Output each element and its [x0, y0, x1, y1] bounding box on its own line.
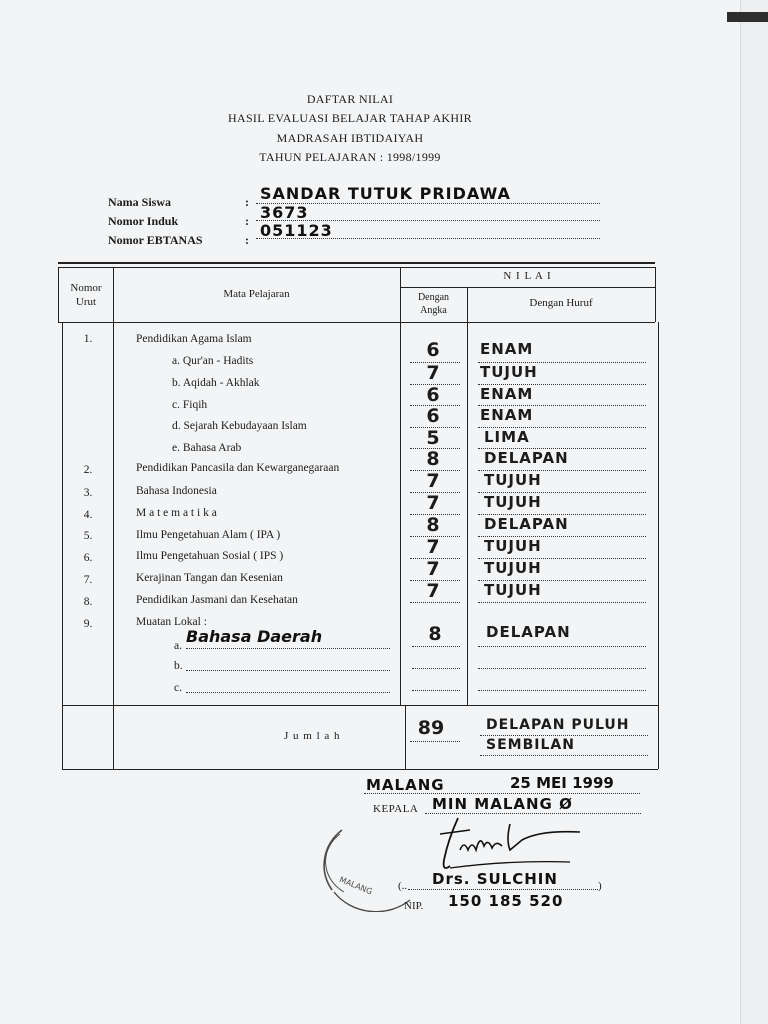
- row-number: 9.: [83, 618, 93, 630]
- total-number: 89: [417, 717, 445, 739]
- name-colon: :: [245, 195, 249, 209]
- grade-words: ENAM: [480, 406, 534, 424]
- grade-number: 6: [426, 405, 440, 427]
- kepala-label: KEPALA: [373, 803, 419, 815]
- grade-words: ENAM: [480, 340, 534, 358]
- ebtanas-colon: :: [245, 233, 249, 247]
- grade-number: 8: [426, 448, 440, 470]
- stamp-text: MALANG: [338, 875, 374, 897]
- grade-number: 7: [426, 580, 440, 602]
- grade-words: ENAM: [480, 385, 534, 403]
- row-number: 2.: [83, 464, 93, 476]
- grade-number: 7: [426, 470, 440, 492]
- grade-words: DELAPAN: [484, 449, 569, 467]
- col-mapel: Mata Pelajaran: [223, 288, 290, 300]
- subject-label: Pendidikan Pancasila dan Kewarganegaraan: [136, 462, 340, 474]
- name-value: SANDAR TUTUK PRIDAWA: [260, 184, 511, 203]
- subject-label: c. Fiqih: [172, 399, 208, 411]
- row-number: 3.: [83, 487, 93, 499]
- grade-words: LIMA: [484, 428, 530, 446]
- grade-words: DELAPAN: [484, 515, 569, 533]
- subject-label: d. Sejarah Kebudayaan Islam: [172, 420, 307, 432]
- lokal-b-prefix: b.: [174, 660, 183, 672]
- sign-date: 25 MEI 1999: [510, 774, 614, 792]
- name-label: Nama Siswa: [108, 195, 172, 209]
- subject-label: Ilmu Pengetahuan Alam ( IPA ): [136, 529, 281, 541]
- col-nomor: Nomor: [70, 282, 102, 294]
- ebtanas-value: 051123: [260, 221, 333, 240]
- sign-place: MALANG: [366, 776, 445, 794]
- ebtanas-label: Nomor EBTANAS: [108, 233, 203, 247]
- subject-label: Kerajinan Tangan dan Kesenian: [136, 572, 283, 584]
- subject-label: M a t e m a t i k a: [136, 507, 217, 519]
- official-stamp: [314, 812, 426, 912]
- total-words-line1: DELAPAN PULUH: [486, 717, 630, 733]
- doc-subtitle: HASIL EVALUASI BELAJAR TAHAP AKHIR: [228, 111, 472, 125]
- subject-label: Pendidikan Agama Islam: [136, 333, 252, 345]
- grade-number: 7: [426, 536, 440, 558]
- row-number: 7.: [83, 574, 93, 586]
- lokal-c-prefix: c.: [174, 682, 182, 694]
- induk-value: 3673: [260, 203, 309, 222]
- col-angka-1: Dengan: [417, 292, 450, 303]
- subject-label: Bahasa Indonesia: [136, 485, 217, 497]
- row-number: 8.: [83, 596, 93, 608]
- grade-number: 7: [426, 362, 440, 384]
- kepala-value: MIN MALANG Ø: [432, 795, 573, 813]
- grade-words: TUJUH: [484, 471, 542, 489]
- nip-value: 150 185 520: [448, 892, 564, 910]
- nip-label: NIP.: [404, 900, 424, 912]
- grade-words: TUJUH: [480, 363, 538, 381]
- subject-label: Muatan Lokal :: [136, 616, 207, 628]
- subject-label: b. Aqidah - Akhlak: [172, 377, 260, 389]
- grade-number: 5: [426, 427, 440, 449]
- row-number: 6.: [83, 552, 93, 564]
- induk-label: Nomor Induk: [108, 214, 179, 228]
- doc-title: DAFTAR NILAI: [306, 92, 394, 106]
- school-year: TAHUN PELAJARAN : 1998/1999: [259, 150, 441, 164]
- grade-words: TUJUH: [484, 537, 542, 555]
- induk-colon: :: [245, 214, 249, 228]
- grade-number: 8: [426, 514, 440, 536]
- grade-number: 7: [426, 492, 440, 514]
- col-urut: Urut: [75, 296, 97, 308]
- row-number: 4.: [83, 509, 93, 521]
- col-angka-2: Angka: [420, 305, 447, 316]
- grade-number: 6: [426, 384, 440, 406]
- school-type: MADRASAH IBTIDAIYAH: [276, 131, 424, 145]
- grade-words: TUJUH: [484, 581, 542, 599]
- row-number: 5.: [83, 530, 93, 542]
- total-label: J u m l a h: [284, 730, 341, 742]
- grade-number: 7: [426, 558, 440, 580]
- subject-label: Ilmu Pengetahuan Sosial ( IPS ): [136, 550, 284, 562]
- grade-number: 6: [426, 339, 440, 361]
- lokal-a-value: Bahasa Daerah: [186, 627, 323, 646]
- subject-label: a. Qur'an - Hadits: [172, 355, 254, 367]
- signatory-name: Drs. SULCHIN: [432, 870, 558, 888]
- ebtanas-dots: [256, 238, 600, 239]
- total-words-line2: SEMBILAN: [486, 737, 575, 753]
- col-huruf: Dengan Huruf: [529, 297, 593, 309]
- paper-edge: [740, 0, 768, 1024]
- lokal-a-prefix: a.: [174, 640, 182, 652]
- col-nilai: N I L A I: [503, 270, 552, 282]
- subject-label: Pendidikan Jasmani dan Kesehatan: [136, 594, 298, 606]
- grade-words: DELAPAN: [486, 623, 571, 641]
- grade-number: 8: [428, 623, 442, 645]
- row-number: 1.: [83, 333, 93, 345]
- name-paren-close: ): [598, 880, 602, 892]
- grade-words: TUJUH: [484, 493, 542, 511]
- subject-label: e. Bahasa Arab: [172, 442, 242, 454]
- name-paren-open: (..: [398, 880, 408, 892]
- corner-mark: [727, 12, 768, 22]
- grade-words: TUJUH: [484, 559, 542, 577]
